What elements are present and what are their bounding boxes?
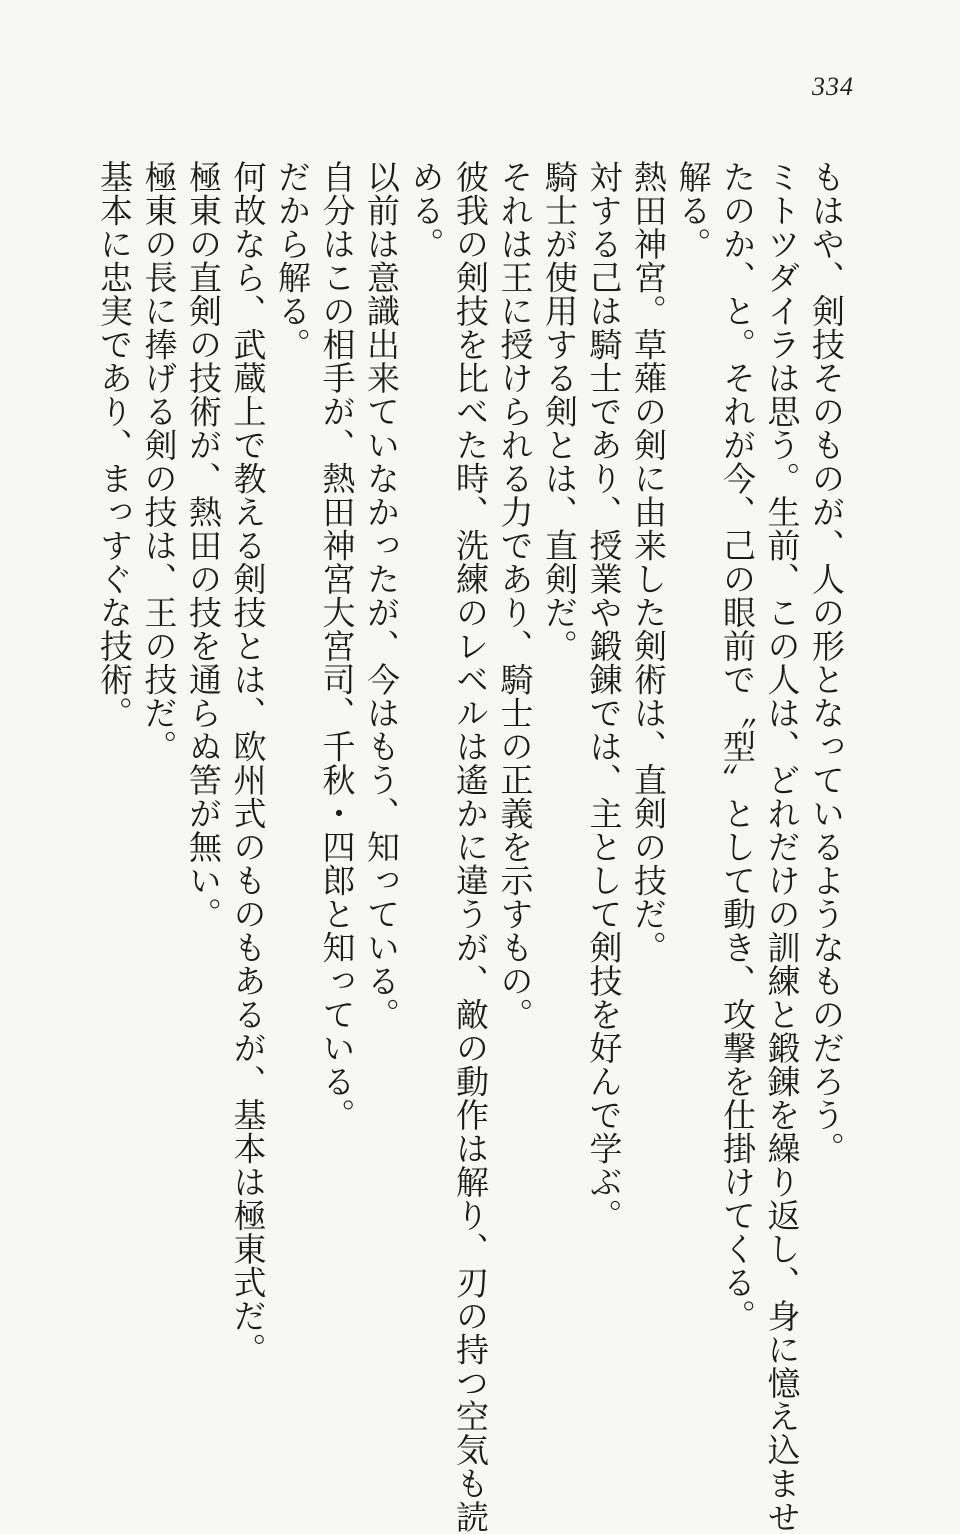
text-line-15: 極東の直剣の技術が、熱田の技を通らぬ筈が無い。 [184,160,223,931]
text-line-5: 熱田神宮。草薙の剣に由来した剣術は、直剣の技だ。 [629,160,668,964]
vertical-text-body [92,160,849,1534]
text-line-13: だから解る。 [273,160,312,361]
text-line-7: 騎士が使用する剣とは、直剣だ。 [540,160,579,663]
text-line-16: 極東の長に捧げる剣の技は、王の技だ。 [139,160,179,763]
text-line-6: 対する己は騎士であり、授業や鍛錬では、主として剣技を好んで学ぶ。 [584,160,624,1232]
text-line-3: たのか、と。それが今、己の眼前で〝型〟として動き、攻撃を仕掛けてくる。 [718,160,757,1333]
text-line-14: 何故なら、武蔵上で教える剣技とは、欧州式のものもあるが、基本は極東式だ。 [228,160,268,1366]
text-line-12: 自分はこの相手が、熱田神宮大宮司、千秋・四郎と知っている。 [317,160,357,1132]
text-line-11: 以前は意識出来ていなかったが、今はもう、知っている。 [362,160,401,1031]
text-line-17: 基本に忠実であり、まっすぐな技術。 [95,160,134,730]
text-line-2: ミトツダイラは思う。生前、この人は、どれだけの訓練と鍛錬を繰り返し、身に憶え込ませ [762,160,802,1534]
text-line-4: 解る。 [673,160,713,261]
text-line-9: 彼我の剣技を比べた時、洗練のレベルは遙かに違うが、敵の動作は解り、刃の持つ空気も読 [451,160,490,1534]
text-line-1: もはや、剣技そのものが、人の形となっているようなものだろう。 [807,160,846,1165]
text-line-8: それは王に授けられる力であり、騎士の正義を示すもの。 [495,160,535,1031]
page-number: 334 [812,72,854,101]
text-line-10: める。 [406,160,446,261]
